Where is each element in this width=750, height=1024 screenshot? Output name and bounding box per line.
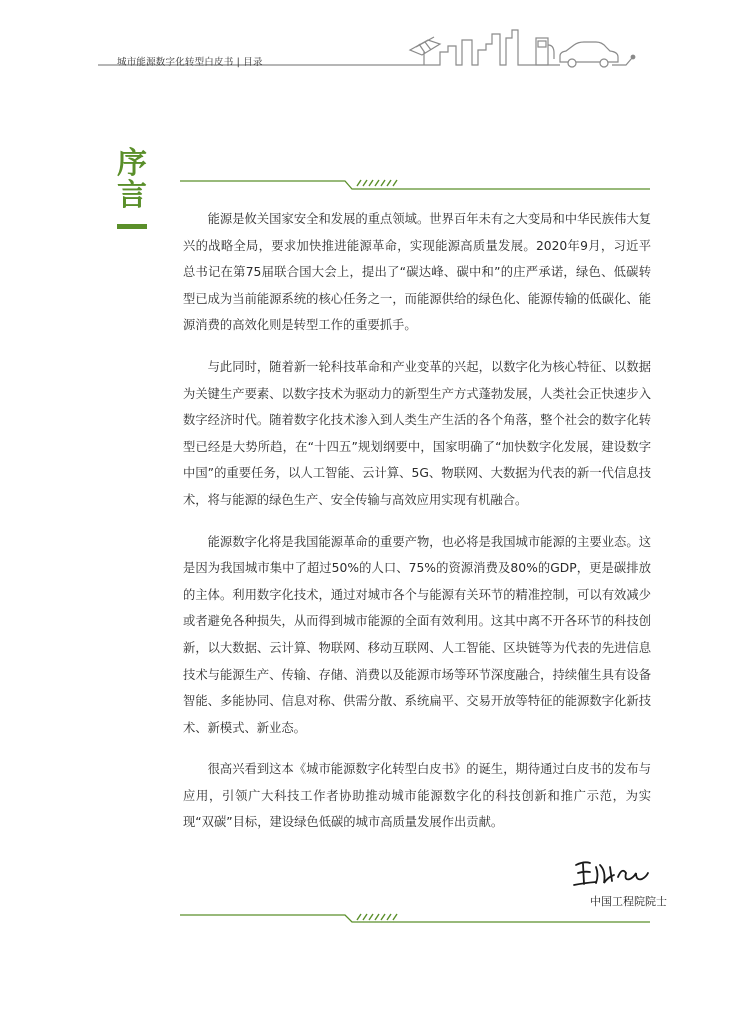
- header-illustration: [0, 0, 750, 80]
- top-rule: [180, 180, 650, 189]
- electric-car-icon: [524, 42, 635, 67]
- preface-body: [183, 206, 651, 851]
- solar-panel-icon: [410, 37, 440, 65]
- handwritten-signature: [570, 855, 650, 891]
- paragraph-2: 与此同时，随着新一轮科技革命和产业变革的兴起，以数字化为核心特征、以数据为关键生产要素、以数字技术为驱动力的新型生产方式蓬勃发展，人类社会正快速步入数字经济时代。随着数字化技术渗入到人类生产生活的各个角落，整个社会的数字化转型已经是大势所趋，在“十四五”规划纲要中，国家明确了“加快数字化发展，建设数字中国”的重要任务，以人工智能、云计算、5G、物联网、大数据为代表的新一代信息技术，将与能源的绿色生产、安全传输与高效应用实现有机融合。: [183, 359, 651, 507]
- bottom-rule: [180, 914, 650, 922]
- section-number-bar: [117, 224, 147, 229]
- paragraph-4: 很高兴看到这本《城市能源数字化转型白皮书》的诞生，期待通过白皮书的发布与应用，引领广大科技工作者协助推动城市能源数字化的科技创新和推广示范，为实现“双碳”目标，建设绿色低碳的城市高质量发展作出贡献。: [183, 762, 651, 830]
- header-title: 城市能源数字化转型白皮书 | 目录: [117, 57, 263, 68]
- section-title: [116, 148, 148, 229]
- charging-station-icon: [536, 38, 554, 65]
- signature-title: 中国工程院院士: [590, 895, 667, 908]
- paragraph-1: 能源是攸关国家安全和发展的重点领域。世界百年未有之大变局和中华民族伟大复兴的战略全局，要求加快推进能源革命，实现能源高质量发展。2020年9月，习近平总书记在第75届联合国大会上，提出了“碳达峰、碳中和”的庄严承诺，绿色、低碳转型已成为当前能源系统的核心任务之一，而能源供给的绿色化、能源传输的低碳化、能源消费的高效化则是转型工作的重要抓手。: [183, 212, 651, 333]
- section-title-char-2: 言: [117, 178, 147, 213]
- section-title-char-1: 序: [117, 146, 147, 181]
- paragraph-3: 能源数字化将是我国能源革命的重要产物，也必将是我国城市能源的主要业态。这是因为我国城市集中了超过50%的人口、75%的资源消费及80%的GDP，更是碳排放的主体。利用数字化技术，通过对城市各个与能源有关环节的精准控制，可以有效减少或者避免各种损失，从而得到城市能源的全面有效利用。这其中离不开各环节的科技创新，以大数据、云计算、物联网、移动互联网、人工智能、区块链等为代表的先进信息技术与能源生产、传输、存储、消费以及能源市场等环节深度融合，持续催生具有设备智能、多能协同、信息对称、供需分散、系统扁平、交易开放等特征的能源数字化新技术、新模式、新业态。: [183, 534, 651, 735]
